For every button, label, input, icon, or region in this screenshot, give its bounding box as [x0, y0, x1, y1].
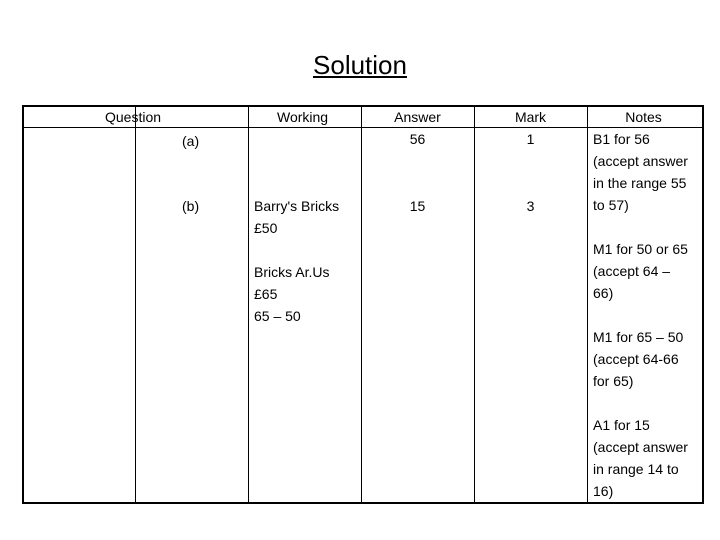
header-question: Question	[105, 109, 162, 125]
header-notes: Notes	[625, 109, 662, 125]
row-a-mark: 1	[526, 131, 535, 147]
header-working: Working	[277, 109, 329, 125]
row-b-mark: 3	[526, 198, 535, 214]
solution-table	[22, 105, 702, 502]
col-divider-answer	[361, 105, 362, 502]
col-divider-working	[248, 105, 249, 502]
row-a-part: (a)	[182, 133, 200, 149]
header-mark: Mark	[514, 109, 547, 125]
col-divider-mark	[474, 105, 475, 502]
row-b-answer: 15	[409, 198, 426, 214]
col-divider-notes	[587, 105, 588, 502]
header-answer: Answer	[394, 109, 441, 125]
row-a-answer: 56	[409, 131, 426, 147]
row-b-working: Barry's Bricks £50 Bricks Ar.Us £65 65 – 50	[254, 198, 340, 324]
page-title: Solution	[313, 50, 407, 80]
row-b-part: (b)	[182, 198, 200, 214]
notes-text: B1 for 56 (accept answer in the range 55 to 57) M1 for 50 or 65 (accept 64 – 66) M1 for 65 – 50 (accept 64-66 for 65) A1 for 15 (accept answer in range 14 to 16)	[593, 131, 688, 499]
col-divider-question	[135, 105, 136, 502]
